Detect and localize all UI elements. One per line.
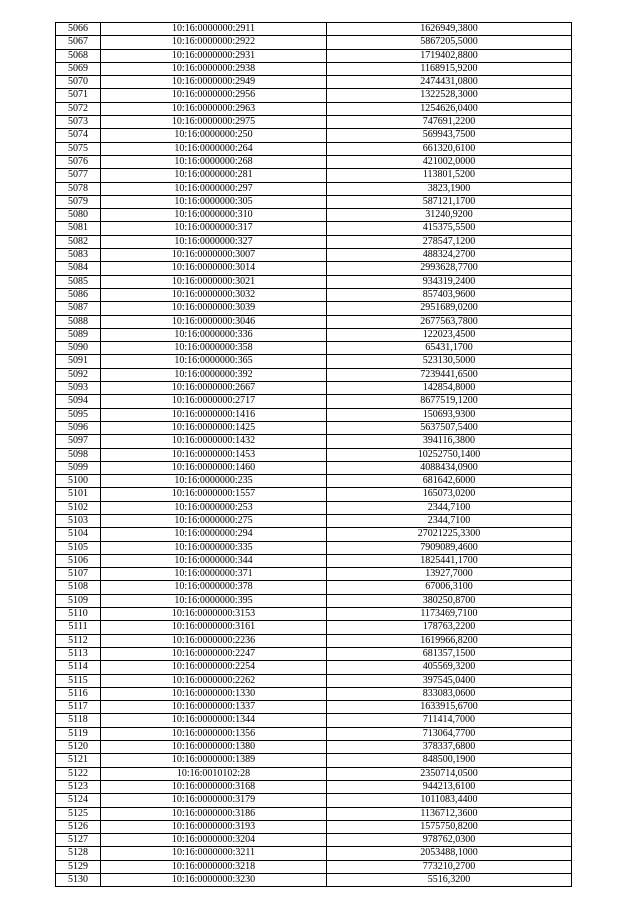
value-cell: 1633915,6700 [327, 701, 572, 714]
cadastral-number-cell: 10:16:0000000:235 [101, 475, 327, 488]
cadastral-number-cell: 10:16:0000000:3186 [101, 807, 327, 820]
value-cell: 165073,0200 [327, 488, 572, 501]
row-number-cell: 5108 [56, 581, 101, 594]
table-row [56, 488, 572, 501]
cadastral-number-cell: 10:16:0000000:1344 [101, 714, 327, 727]
row-number-cell: 5074 [56, 129, 101, 142]
row-number-cell: 5085 [56, 275, 101, 288]
cadastral-number-cell: 10:16:0000000:358 [101, 342, 327, 355]
row-number-cell: 5120 [56, 741, 101, 754]
table-row [56, 222, 572, 235]
cadastral-number-cell: 10:16:0000000:378 [101, 581, 327, 594]
cadastral-number-cell: 10:16:0000000:3179 [101, 794, 327, 807]
table-row [56, 182, 572, 195]
table-row [56, 528, 572, 541]
cadastral-number-cell: 10:16:0000000:3204 [101, 834, 327, 847]
value-cell: 1825441,1700 [327, 554, 572, 567]
value-cell: 4088434,0900 [327, 461, 572, 474]
row-number-cell: 5111 [56, 621, 101, 634]
table-row [56, 461, 572, 474]
row-number-cell: 5088 [56, 315, 101, 328]
cadastral-number-cell: 10:16:0000000:1380 [101, 741, 327, 754]
value-cell: 1011083,4400 [327, 794, 572, 807]
value-cell: 178763,2200 [327, 621, 572, 634]
row-number-cell: 5102 [56, 501, 101, 514]
table-row [56, 674, 572, 687]
cadastral-number-cell: 10:16:0000000:3193 [101, 820, 327, 833]
row-number-cell: 5083 [56, 249, 101, 262]
cadastral-number-cell: 10:16:0000000:2911 [101, 23, 327, 36]
table-row [56, 847, 572, 860]
table-row [56, 142, 572, 155]
table-row [56, 661, 572, 674]
value-cell: 2474431,0800 [327, 76, 572, 89]
cadastral-number-cell: 10:16:0000000:2975 [101, 116, 327, 129]
cadastral-number-cell: 10:16:0000000:2262 [101, 674, 327, 687]
cadastral-number-cell: 10:16:0010102:28 [101, 767, 327, 780]
row-number-cell: 5115 [56, 674, 101, 687]
cadastral-number-cell: 10:16:0000000:2956 [101, 89, 327, 102]
value-cell: 150693,9300 [327, 408, 572, 421]
row-number-cell: 5112 [56, 634, 101, 647]
row-number-cell: 5126 [56, 820, 101, 833]
table-row [56, 62, 572, 75]
table-row [56, 408, 572, 421]
table-row [56, 608, 572, 621]
table-row [56, 235, 572, 248]
table-row [56, 594, 572, 607]
row-number-cell: 5109 [56, 594, 101, 607]
table-body [56, 23, 572, 887]
value-cell: 13927,7000 [327, 568, 572, 581]
value-cell: 5637507,5400 [327, 421, 572, 434]
table-row [56, 195, 572, 208]
table-row [56, 741, 572, 754]
value-cell: 2344,7100 [327, 514, 572, 527]
value-cell: 1619966,8200 [327, 634, 572, 647]
table-row [56, 581, 572, 594]
value-cell: 1173469,7100 [327, 608, 572, 621]
row-number-cell: 5067 [56, 36, 101, 49]
cadastral-number-cell: 10:16:0000000:294 [101, 528, 327, 541]
value-cell: 934319,2400 [327, 275, 572, 288]
row-number-cell: 5089 [56, 328, 101, 341]
cadastral-number-cell: 10:16:0000000:327 [101, 235, 327, 248]
value-cell: 397545,0400 [327, 674, 572, 687]
row-number-cell: 5078 [56, 182, 101, 195]
table-row [56, 834, 572, 847]
value-cell: 3823,1900 [327, 182, 572, 195]
value-cell: 380250,8700 [327, 594, 572, 607]
cadastral-value-table [55, 22, 572, 887]
value-cell: 5516,3200 [327, 874, 572, 887]
table-row [56, 275, 572, 288]
table-row [56, 49, 572, 62]
cadastral-number-cell: 10:16:0000000:281 [101, 169, 327, 182]
cadastral-number-cell: 10:16:0000000:1453 [101, 448, 327, 461]
cadastral-number-cell: 10:16:0000000:3039 [101, 302, 327, 315]
row-number-cell: 5094 [56, 395, 101, 408]
table-row [56, 501, 572, 514]
table-row [56, 155, 572, 168]
cadastral-number-cell: 10:16:0000000:2949 [101, 76, 327, 89]
row-number-cell: 5084 [56, 262, 101, 275]
value-cell: 1719402,8800 [327, 49, 572, 62]
value-cell: 711414,7000 [327, 714, 572, 727]
table-row [56, 382, 572, 395]
cadastral-number-cell: 10:16:0000000:253 [101, 501, 327, 514]
table-row [56, 780, 572, 793]
row-number-cell: 5071 [56, 89, 101, 102]
value-cell: 405569,3200 [327, 661, 572, 674]
row-number-cell: 5082 [56, 235, 101, 248]
row-number-cell: 5121 [56, 754, 101, 767]
row-number-cell: 5125 [56, 807, 101, 820]
table-row [56, 541, 572, 554]
value-cell: 1168915,9200 [327, 62, 572, 75]
row-number-cell: 5068 [56, 49, 101, 62]
row-number-cell: 5122 [56, 767, 101, 780]
row-number-cell: 5130 [56, 874, 101, 887]
row-number-cell: 5106 [56, 554, 101, 567]
row-number-cell: 5100 [56, 475, 101, 488]
table-row [56, 262, 572, 275]
value-cell: 944213,6100 [327, 780, 572, 793]
row-number-cell: 5077 [56, 169, 101, 182]
table-row [56, 249, 572, 262]
row-number-cell: 5076 [56, 155, 101, 168]
row-number-cell: 5072 [56, 102, 101, 115]
row-number-cell: 5107 [56, 568, 101, 581]
table-row [56, 169, 572, 182]
value-cell: 27021225,3300 [327, 528, 572, 541]
value-cell: 421002,0000 [327, 155, 572, 168]
cadastral-number-cell: 10:16:0000000:3230 [101, 874, 327, 887]
table-row [56, 794, 572, 807]
row-number-cell: 5097 [56, 435, 101, 448]
cadastral-number-cell: 10:16:0000000:3153 [101, 608, 327, 621]
cadastral-number-cell: 10:16:0000000:3046 [101, 315, 327, 328]
table-row [56, 568, 572, 581]
value-cell: 2951689,0200 [327, 302, 572, 315]
value-cell: 848500,1900 [327, 754, 572, 767]
cadastral-number-cell: 10:16:0000000:1389 [101, 754, 327, 767]
table-row [56, 514, 572, 527]
value-cell: 2350714,0500 [327, 767, 572, 780]
table-row [56, 116, 572, 129]
cadastral-number-cell: 10:16:0000000:2236 [101, 634, 327, 647]
value-cell: 661320,6100 [327, 142, 572, 155]
cadastral-number-cell: 10:16:0000000:2938 [101, 62, 327, 75]
row-number-cell: 5098 [56, 448, 101, 461]
value-cell: 587121,1700 [327, 195, 572, 208]
row-number-cell: 5081 [56, 222, 101, 235]
cadastral-number-cell: 10:16:0000000:1557 [101, 488, 327, 501]
cadastral-number-cell: 10:16:0000000:344 [101, 554, 327, 567]
cadastral-number-cell: 10:16:0000000:264 [101, 142, 327, 155]
cadastral-number-cell: 10:16:0000000:395 [101, 594, 327, 607]
table-row [56, 647, 572, 660]
cadastral-number-cell: 10:16:0000000:3161 [101, 621, 327, 634]
value-cell: 142854,8000 [327, 382, 572, 395]
table-row [56, 754, 572, 767]
row-number-cell: 5113 [56, 647, 101, 660]
cadastral-number-cell: 10:16:0000000:2963 [101, 102, 327, 115]
row-number-cell: 5080 [56, 209, 101, 222]
row-number-cell: 5090 [56, 342, 101, 355]
table-row [56, 701, 572, 714]
value-cell: 2677563,7800 [327, 315, 572, 328]
value-cell: 1322528,3000 [327, 89, 572, 102]
value-cell: 978762,0300 [327, 834, 572, 847]
value-cell: 488324,2700 [327, 249, 572, 262]
table-row [56, 767, 572, 780]
row-number-cell: 5079 [56, 195, 101, 208]
table-row [56, 89, 572, 102]
value-cell: 773210,2700 [327, 860, 572, 873]
table-row [56, 342, 572, 355]
row-number-cell: 5092 [56, 368, 101, 381]
table-row [56, 475, 572, 488]
row-number-cell: 5129 [56, 860, 101, 873]
row-number-cell: 5117 [56, 701, 101, 714]
table-row [56, 820, 572, 833]
value-cell: 7239441,6500 [327, 368, 572, 381]
cadastral-number-cell: 10:16:0000000:3032 [101, 288, 327, 301]
table-row [56, 421, 572, 434]
value-cell: 833083,0600 [327, 687, 572, 700]
value-cell: 67006,3100 [327, 581, 572, 594]
table-row [56, 355, 572, 368]
value-cell: 2053488,1000 [327, 847, 572, 860]
row-number-cell: 5105 [56, 541, 101, 554]
value-cell: 278547,1200 [327, 235, 572, 248]
cadastral-number-cell: 10:16:0000000:3014 [101, 262, 327, 275]
row-number-cell: 5093 [56, 382, 101, 395]
row-number-cell: 5127 [56, 834, 101, 847]
value-cell: 394116,3800 [327, 435, 572, 448]
table-row [56, 395, 572, 408]
table-row [56, 554, 572, 567]
table-row [56, 102, 572, 115]
value-cell: 8677519,1200 [327, 395, 572, 408]
value-cell: 31240,9200 [327, 209, 572, 222]
value-cell: 122023,4500 [327, 328, 572, 341]
cadastral-number-cell: 10:16:0000000:1460 [101, 461, 327, 474]
value-cell: 415375,5500 [327, 222, 572, 235]
value-cell: 681357,1500 [327, 647, 572, 660]
table-row [56, 634, 572, 647]
cadastral-number-cell: 10:16:0000000:2922 [101, 36, 327, 49]
cadastral-number-cell: 10:16:0000000:3211 [101, 847, 327, 860]
table-row [56, 209, 572, 222]
table-row [56, 621, 572, 634]
table-row [56, 315, 572, 328]
row-number-cell: 5095 [56, 408, 101, 421]
value-cell: 2993628,7700 [327, 262, 572, 275]
cadastral-number-cell: 10:16:0000000:3007 [101, 249, 327, 262]
row-number-cell: 5119 [56, 727, 101, 740]
cadastral-number-cell: 10:16:0000000:2931 [101, 49, 327, 62]
row-number-cell: 5123 [56, 780, 101, 793]
cadastral-number-cell: 10:16:0000000:335 [101, 541, 327, 554]
row-number-cell: 5116 [56, 687, 101, 700]
table-row [56, 860, 572, 873]
value-cell: 65431,1700 [327, 342, 572, 355]
row-number-cell: 5070 [56, 76, 101, 89]
cadastral-number-cell: 10:16:0000000:317 [101, 222, 327, 235]
cadastral-number-cell: 10:16:0000000:2717 [101, 395, 327, 408]
cadastral-number-cell: 10:16:0000000:305 [101, 195, 327, 208]
table-row [56, 727, 572, 740]
value-cell: 747691,2200 [327, 116, 572, 129]
value-cell: 5867205,5000 [327, 36, 572, 49]
cadastral-number-cell: 10:16:0000000:1416 [101, 408, 327, 421]
value-cell: 7909089,4600 [327, 541, 572, 554]
table-row [56, 76, 572, 89]
cadastral-number-cell: 10:16:0000000:2667 [101, 382, 327, 395]
row-number-cell: 5091 [56, 355, 101, 368]
cadastral-number-cell: 10:16:0000000:2247 [101, 647, 327, 660]
cadastral-number-cell: 10:16:0000000:1356 [101, 727, 327, 740]
row-number-cell: 5128 [56, 847, 101, 860]
value-cell: 2344,7100 [327, 501, 572, 514]
cadastral-number-cell: 10:16:0000000:310 [101, 209, 327, 222]
cadastral-number-cell: 10:16:0000000:268 [101, 155, 327, 168]
cadastral-number-cell: 10:16:0000000:2254 [101, 661, 327, 674]
cadastral-number-cell: 10:16:0000000:1425 [101, 421, 327, 434]
row-number-cell: 5124 [56, 794, 101, 807]
cadastral-number-cell: 10:16:0000000:1432 [101, 435, 327, 448]
cadastral-number-cell: 10:16:0000000:3168 [101, 780, 327, 793]
table-row [56, 714, 572, 727]
row-number-cell: 5101 [56, 488, 101, 501]
value-cell: 378337,6800 [327, 741, 572, 754]
table-row [56, 23, 572, 36]
cadastral-number-cell: 10:16:0000000:3021 [101, 275, 327, 288]
table-row [56, 328, 572, 341]
cadastral-number-cell: 10:16:0000000:275 [101, 514, 327, 527]
row-number-cell: 5114 [56, 661, 101, 674]
value-cell: 681642,6000 [327, 475, 572, 488]
table-row [56, 288, 572, 301]
value-cell: 569943,7500 [327, 129, 572, 142]
row-number-cell: 5096 [56, 421, 101, 434]
table-row [56, 687, 572, 700]
row-number-cell: 5103 [56, 514, 101, 527]
table-row [56, 368, 572, 381]
cadastral-number-cell: 10:16:0000000:297 [101, 182, 327, 195]
value-cell: 857403,9600 [327, 288, 572, 301]
table-row [56, 874, 572, 887]
row-number-cell: 5118 [56, 714, 101, 727]
table-row [56, 807, 572, 820]
cadastral-number-cell: 10:16:0000000:392 [101, 368, 327, 381]
row-number-cell: 5104 [56, 528, 101, 541]
cadastral-number-cell: 10:16:0000000:336 [101, 328, 327, 341]
value-cell: 1136712,3600 [327, 807, 572, 820]
table-row [56, 448, 572, 461]
value-cell: 1575750,8200 [327, 820, 572, 833]
row-number-cell: 5099 [56, 461, 101, 474]
value-cell: 1626949,3800 [327, 23, 572, 36]
row-number-cell: 5073 [56, 116, 101, 129]
table-row [56, 302, 572, 315]
value-cell: 10252750,1400 [327, 448, 572, 461]
cadastral-number-cell: 10:16:0000000:365 [101, 355, 327, 368]
table-row [56, 435, 572, 448]
value-cell: 713064,7700 [327, 727, 572, 740]
table-row [56, 36, 572, 49]
value-cell: 113801,5200 [327, 169, 572, 182]
value-cell: 523130,5000 [327, 355, 572, 368]
row-number-cell: 5086 [56, 288, 101, 301]
cadastral-number-cell: 10:16:0000000:250 [101, 129, 327, 142]
table-row [56, 129, 572, 142]
row-number-cell: 5069 [56, 62, 101, 75]
row-number-cell: 5075 [56, 142, 101, 155]
cadastral-number-cell: 10:16:0000000:3218 [101, 860, 327, 873]
row-number-cell: 5066 [56, 23, 101, 36]
value-cell: 1254626,0400 [327, 102, 572, 115]
row-number-cell: 5087 [56, 302, 101, 315]
cadastral-number-cell: 10:16:0000000:1337 [101, 701, 327, 714]
cadastral-number-cell: 10:16:0000000:1330 [101, 687, 327, 700]
cadastral-number-cell: 10:16:0000000:371 [101, 568, 327, 581]
row-number-cell: 5110 [56, 608, 101, 621]
